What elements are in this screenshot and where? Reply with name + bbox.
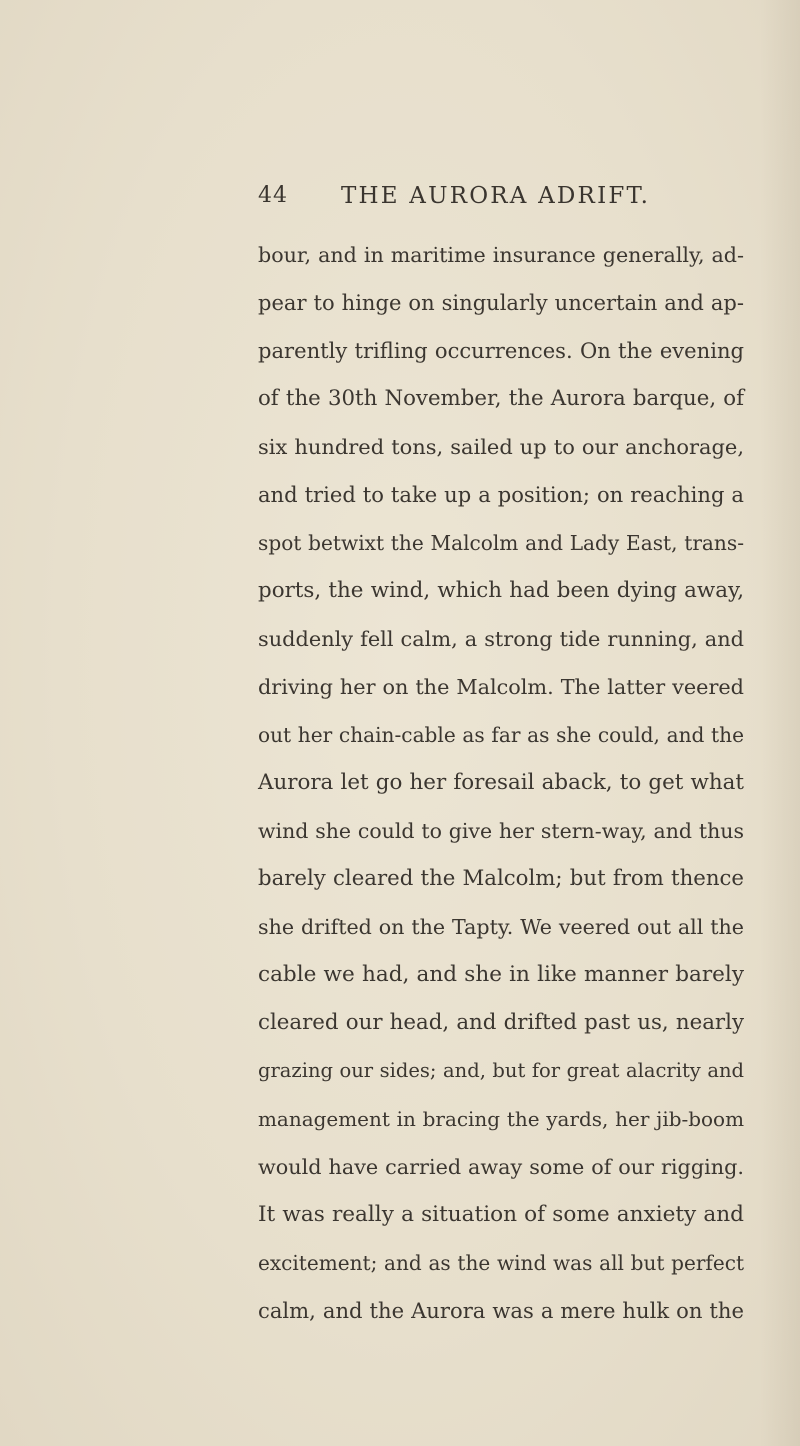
text-line: parently trifling occurrences. On the evening [258, 338, 744, 363]
page-header [258, 183, 800, 223]
running-title: THE AURORA ADRIFT. [341, 183, 651, 209]
text-line: would have carried away some of our rigging. [258, 1155, 744, 1179]
text-line: grazing our sides; and, but for great alacrity and [258, 1059, 744, 1082]
text-line: excitement; and as the wind was all but perfect [258, 1251, 744, 1275]
body-text [258, 231, 744, 1335]
text-line: spot betwixt the Malcolm and Lady East, trans- [258, 531, 744, 555]
text-line: ports, the wind, which had been dying away, [258, 578, 744, 603]
text-line: cleared our head, and drifted past us, nearly [258, 1010, 744, 1035]
text-line: calm, and the Aurora was a mere hulk on the [258, 1298, 744, 1323]
text-line: and tried to take up a position; on reaching a [258, 482, 744, 507]
text-line: bour, and in maritime insurance generally, ad- [258, 243, 744, 267]
text-line: barely cleared the Malcolm; but from thence [258, 866, 744, 891]
text-line: Aurora let go her foresail aback, to get what [258, 770, 744, 795]
text-line: It was really a situation of some anxiety and [258, 1202, 744, 1227]
page-number: 44 [258, 183, 288, 208]
text-line: she drifted on the Tapty. We veered out all the [258, 915, 744, 939]
text-line: out her chain-cable as far as she could, and the [258, 723, 744, 747]
text-line: driving her on the Malcolm. The latter veered [258, 675, 744, 699]
text-line: suddenly fell calm, a strong tide running, and [258, 627, 744, 651]
text-line: management in bracing the yards, her jib-boom [258, 1107, 744, 1131]
text-line: pear to hinge on singularly uncertain and ap- [258, 290, 744, 315]
text-line: of the 30th November, the Aurora barque, of [258, 386, 744, 411]
text-line: cable we had, and she in like manner barely [258, 962, 744, 987]
text-line: six hundred tons, sailed up to our anchorage, [258, 435, 744, 459]
text-line: wind she could to give her stern-way, and thus [258, 819, 744, 843]
